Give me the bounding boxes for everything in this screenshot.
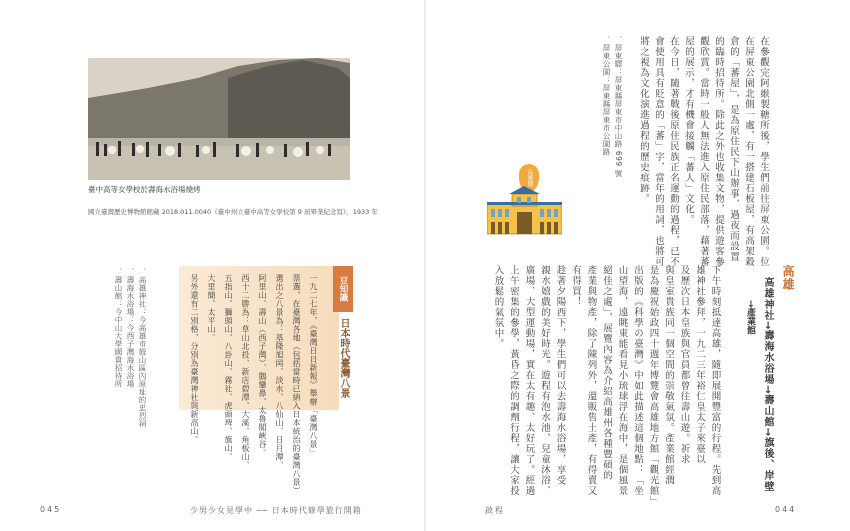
- itinerary-route-sub: →產業館: [745, 300, 755, 335]
- text-line: 觀欣賞。當時一般人無法進入原住民部落，藉著蕃: [698, 36, 709, 267]
- text-line: 親水嬉戲的美好時光。遊程有泡水池、兒童沐浴、: [539, 265, 550, 496]
- text-line: 產業與物產，除了陳列外，還販售土產，有得賣又: [585, 265, 597, 496]
- kaohsiung-station-illustration: [487, 182, 562, 236]
- sidebar-line: 票選，在臺灣各地（包括當時已納入日本統治的臺灣八景）: [292, 274, 301, 495]
- note-line: ．壽海水浴場：今西子灣海水浴場: [126, 268, 135, 388]
- text-line: 在參觀完阿緱製糖所後，學生們前往屏東公園。位: [758, 36, 769, 267]
- text-line: 及歷次日本皇族與官員都曾往壽山遊。祈求: [678, 265, 690, 465]
- text-line: 雄神社參拜，一九二三年裕仁皇太子來臺以: [694, 265, 705, 465]
- text-line: 廣場、大型運動場，實在太有趣、太好玩了。經過: [523, 265, 535, 496]
- sidebar-line: 大里簡、太平山。: [207, 274, 216, 342]
- right-upper-text: [636, 36, 771, 267]
- text-line: 絕佳之處」，展覽內容為介紹高雄州各種豐碩的: [601, 265, 612, 481]
- left-page-number: 045: [40, 505, 62, 514]
- text-line: 山望海，遠眺東能看見小琉球浮在海中，是個風景: [616, 265, 628, 496]
- text-line: 的臨時招待所。除此之外也收集文物，提供遊客參: [713, 36, 724, 267]
- sidebar-label: 豆知識: [333, 266, 353, 312]
- note-line: ．高雄神社：今高雄市鼓山區內原址的忠烈祠: [138, 268, 147, 428]
- text-line: 入放鬆的氣氛中。: [492, 265, 504, 349]
- address-line: ．屏東公園：屏東縣屏東市公園路: [602, 36, 611, 156]
- right-address-notes: [600, 36, 624, 178]
- section-heading-kaohsiung: 高雄: [781, 265, 795, 291]
- text-line: 會使用具有貶意的「蕃」字，當年的用詞，也將可: [653, 36, 664, 267]
- right-lower-text: [490, 265, 723, 507]
- sidebar-line: 另外還有二別格，分別為臺灣神社與新高山。: [190, 274, 199, 444]
- text-line: 是為慶祝始政四十週年博覽會高雄地方館「觀光館」: [647, 265, 659, 507]
- text-line: 上午密集的參學，黃昏之際的調劑行程，讓大家投: [508, 265, 519, 496]
- sidebar-line: 阿里山、壽山（西子灣）、鵝鑾鼻、太魯閣峽谷。: [258, 274, 267, 457]
- address-line: ．屏東驛：屏東縣屏東市中山路 699 號: [614, 36, 623, 178]
- station-pin-marker: 高雄驛: [519, 164, 539, 192]
- text-line: 屋的展示，才有機會接觸「蕃人」文化。: [683, 36, 694, 225]
- right-running-title: 啟程: [485, 506, 505, 515]
- text-line: 趁著夕陽西下，學生們可以去壽海水浴場，享受: [554, 265, 566, 486]
- itinerary-route: 高雄神社→壽海水浴場→壽山館→旗後、岸壁: [762, 277, 773, 493]
- note-line: ．壽山館：今中山大學國貴招待所: [114, 268, 123, 388]
- text-line: 出版的《科學の臺灣》中如此描述這個地點：「坐: [632, 265, 643, 496]
- photo-source: 國立臺灣歷史博物館館藏 2018.011.0040《臺中州立臺中高等女學校第 9 屆畢業紀念寫》，1933 年: [88, 208, 378, 216]
- text-line: 將之視為文化演進過程的歷史痕跡。: [638, 36, 649, 204]
- sidebar-line: 一九二七年，《臺灣日日新報》舉辦「臺灣八景」: [309, 274, 318, 457]
- text-line: 在今日，隨著戰後原住民族正名運動的過程，已不: [668, 36, 679, 267]
- photo-caption: 臺中高等女學校於壽海水浴場燒烤: [88, 185, 201, 194]
- text-line: 在屏東公園北側一處，有一搭建石板屋，有高架穀: [743, 36, 754, 267]
- sidebar-line: 五指山、獅頭山、八卦山、霧社、虎頭埤、旗山、: [224, 274, 233, 461]
- right-page-number: 044: [775, 505, 797, 514]
- sidebar-body: [186, 274, 322, 495]
- beach-photo-image: [88, 58, 350, 180]
- sidebar-line: 西十二勝為：草山北投、新店碧潭、大溪、角板山、: [241, 274, 250, 470]
- sidebar-title: 日本時代臺灣八景: [338, 318, 349, 398]
- historical-photo-beach: [88, 58, 350, 180]
- text-line: 倉的「蕃屋」，是為原住民下山辦事，過夜而設置: [728, 36, 739, 263]
- text-line: 下午時刻抵達高雄，隨即展開豐富的行程。先到高: [709, 265, 721, 496]
- text-line: 與皇室貴族同一個空間的崇敬氣氛。產業館經潤: [663, 265, 674, 486]
- left-notes: [112, 268, 148, 428]
- left-running-title: 少男少女見學中 ── 日本時代修學旅行開箱: [190, 506, 362, 515]
- sidebar-line: 選出之八景為：基隆旭岡、淡水、八仙山、日月潭、: [275, 274, 284, 470]
- text-line: 有得買！: [570, 265, 581, 307]
